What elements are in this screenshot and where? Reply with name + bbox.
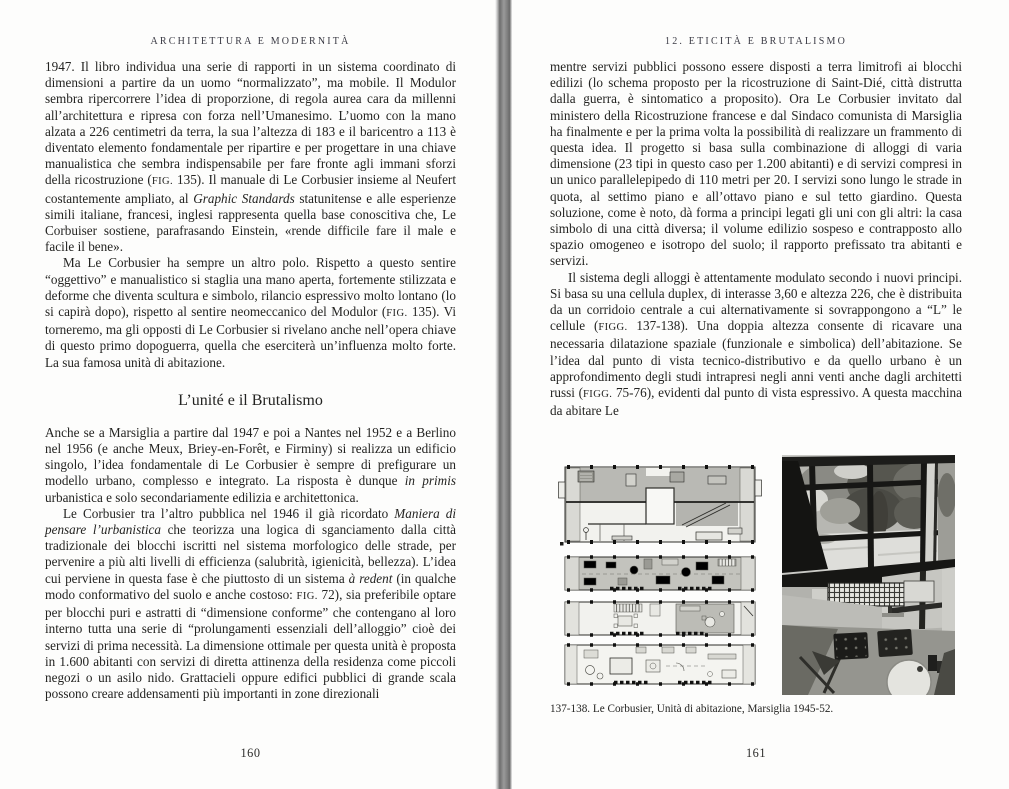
section-heading: L’unité e il Brutalismo <box>178 391 323 409</box>
paragraph: Il sistema degli alloggi è attentamente modulato secondo i nuovi principi. Si basa su una cellula duplex, di interasse 3,60 e altezza 226, che è distribuita da un corridoio centrale a cui alternativamente si sovrappongono a “L” le cellule (FIGG. 137-138). Una doppia altezza consente di ricavare una necessaria dilatazione spaziale (funzionale e simbolica) dell’abitazione. Se l’idea dal punto di vista tecnico-distributivo e da quello urbano è un approfondimento degli studi intrapresi negli anni venti anche dagli architetti russi (FIGG. 75-76), evidenti dal punto di vista espressivo. A questa macchina da abitare Le <box>550 269 963 419</box>
paragraph: Le Corbusier tra l’altro pubblica nel 1946 il già ricordato Maniera di pensare l’urbanistica che teorizza una logica di sganciamento dalla città tradizionale dei blocchi iscritti nel sistema morfologico delle strade, per pervenire a più alti livelli di efficienza (salubrità, igienicità, bellezza). L’idea cui perviene in questa fase è che piuttosto di un sistema à redent (in qualche modo conformativo del suolo e anche costoso: FIG. 72), sia preferibile optare per blocchi puri e astratti di “dimensione conforme” che contengano al loro interno tutta una serie di “prolungamenti essenziali dell’alloggio” cioè dei servizi di prima necessità. La dimensione ottimale per questa unità è proposta in 1.600 abitanti con servizi di diretta attinenza della residenza come piccoli negozi o un asilo nido. Grattacieli oppure edifici pubblici di grande scala possono creare addensamenti più importanti in zone direzionali <box>45 505 456 702</box>
paragraph: Ma Le Corbusier ha sempre un altro polo. Rispetto a questo sentire “oggettivo” e manualistico si staglia una mano aperta, fortemente stilizzata e deforme che diventa scultura e simbolo, rilancio espressivo molto lontano (lo si capirà dopo), rispetto al sentire neomeccanico del Modulor (FIG. 135). Vi torneremo, ma gli opposti di Le Corbusier si rivelano anche nell’opera chiave di questo primo dopoguerra, quella che eserciterà un’influenza molto forte. La sua famosa unità di abitazione. <box>45 255 456 370</box>
figure-caption: 137-138. Le Corbusier, Unità di abitazione, Marsiglia 1945-52. <box>550 703 834 715</box>
left-running-head: ARCHITETTURA E MODERNITÀ <box>150 36 351 47</box>
figure-138-photo-image <box>782 455 955 695</box>
paragraph: mentre servizi pubblici possono essere disposti a terra limitrofi ai blocchi edilizi (lo schema proposto per la ricostruzione di Saint-Dié, città distrutta dalla guerra, è sintomatico a proposito). Ora Le Corbusier invitato dal ministero della Ricostruzione francese e dal Sindaco comunista di Marsiglia ha finalmente e per la prima volta la possibilità di realizzare un frammento di questa idea. Il progetto si basa sulla combinazione di alloggi di varia dimensione (23 tipi in questo caso per 1.200 abitanti) e di servizi compresi in un unico parallelepipedo di 110 metri per 20. I servizi sono lungo le strade in quota, al settimo piano e all’ottavo piano e sul tetto giardino. Questa soluzione, come è noto, dà forma a principi legati gli uni con gli altri: la casa simbolo di una città diversa; il volume edilizio sospeso e contrapposto allo spazio omogeneo e isotropo del suolo; il rapporto prefissato tra abitanti e servizi. <box>550 59 962 269</box>
floor-plan-lower <box>565 645 755 684</box>
window-grid <box>782 455 955 573</box>
right-page <box>550 0 962 789</box>
left-page <box>45 0 456 789</box>
left-page-number: 160 <box>240 746 261 760</box>
figure-137-plans-image <box>558 458 765 695</box>
section-drawing <box>559 467 762 546</box>
page-gutter-shadow <box>495 0 512 789</box>
stool-left <box>833 632 868 660</box>
figure-137-138 <box>550 455 962 697</box>
paragraph: 1947. Il libro individua una serie di rapporti in un sistema coordinato di dimensioni a partire da un uomo “normalizzato”, ma mobile. Il Modulor sembra ripercorrere l’idea di proporzione, di regola aurea cara da millenni all’architettura e ripresa con forza nell’Umanesimo. L’uomo con la mano alzata a 226 centimetri da terra, la sua l’altezza di 183 e il baricentro a 113 è diventato elemento fondamentale per ripartire e per progettare in una chiave manualistica che sembra indispensabile per fare fronte agli immani sforzi della ricostruzione (FIG. 135). Il manuale di Le Corbusier insieme al Neufert costantemente ampliato, al Graphic Standards statunitense e alle esperienze simili italiane, francesi, inglesi rappresenta quella base conoscitiva che, Le Corbuiser sostiene, parafrasando Einstein, «rende difficile fare il male e facile il bene». <box>45 59 456 255</box>
paragraph: Anche se a Marsiglia a partire dal 1947 e poi a Nantes nel 1952 e a Berlino nel 1956 (e anche Meux, Briey-en-Forêt, e Firminy) si realizza un edificio singolo, l’idea fondamentale di Le Corbusier è sempre di prefigurare un modello urbano, complesso e integrato. La risposta è dunque in primis urbanistica e solo secondariamente edilizia e architettonica. <box>45 424 456 505</box>
right-running-head: 12. ETICITÀ E BRUTALISMO <box>665 36 847 47</box>
floor-plan-middle <box>565 602 755 635</box>
stool-right <box>877 629 913 657</box>
floor-plan-upper <box>565 557 755 590</box>
right-body-text <box>550 59 962 419</box>
left-body-text <box>45 59 456 702</box>
right-page-number: 161 <box>746 746 766 760</box>
